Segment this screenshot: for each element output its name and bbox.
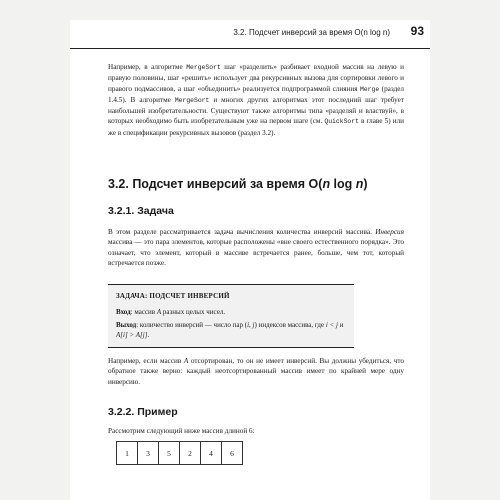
book-page (70, 20, 430, 500)
intro-paragraph: Например, в алгоритме MergeSort шаг «разделить» разбивает входной массив на левую и правую половины, шаг «решить» использует два рекурсивных вызова для сортировки левого и правого подмассивов, а шаг «объединить» реализуется подпрограммой слияния Merge (раздел 1.4.5). В алгоритме MergeSort и многих других алгоритмах этот последний шаг требует наибольшей изобретательности. Существуют также алгоритмы типа «разделяй и властвуй», в которых необходимо быть изобретательным уже на первом шаге (см. QuickSort в главе 5) или же в спецификации рекурсивных вызовов (раздел 3.2). (108, 63, 405, 137)
array-cell: 1 (117, 442, 138, 464)
array-cell: 4 (201, 442, 222, 464)
running-head-title: 3.2. Подсчет инверсий за время O(n log n) (233, 28, 390, 37)
subsection-heading-problem: 3.2.1. Задача (108, 205, 174, 217)
problem-box (108, 284, 354, 348)
array-intro: Рассмотрим следующий ниже массив длиной 6: (108, 427, 255, 435)
code-mergesort-2: MergeSort (174, 96, 210, 104)
code-quicksort: QuickSort (324, 118, 359, 126)
code-mergesort: MergeSort (186, 64, 221, 71)
code-merge: Merge (360, 85, 380, 93)
section-heading: 3.2. Подсчет инверсий за время O(n log n) (108, 177, 368, 191)
array-cell: 6 (230, 448, 234, 458)
subsection-heading-example: 3.2.2. Пример (108, 406, 178, 418)
example-paragraph: Например, если массив A отсортирован, то он не имеет инверсий. Вы должны убедиться, что обратное также верно: каждый неотсортированный массив имеет по крайней мере одну инверсию. (108, 357, 404, 386)
problem-input: Вход: массив A разных целых чисел. (116, 308, 226, 316)
problem-box-title: ЗАДАЧА: ПОДСЧЕТ ИНВЕРСИЙ (116, 292, 230, 300)
array-cell: 5 (159, 442, 180, 464)
problem-output: Выход: количество инверсий — число пар (i, j) индексов массива, где i < j и A[i] > A[j]. (116, 321, 344, 339)
page-number: 93 (410, 24, 424, 38)
array-cell: 2 (180, 442, 201, 464)
running-head (70, 22, 430, 49)
array-cell: 3 (138, 442, 159, 464)
array-table (116, 441, 243, 465)
problem-paragraph: В этом разделе рассматривается задача вычисления количества инверсий массива. Инверсия массива — это пара элементов, которые расположены «вне своего естественного порядка». Это означает, что элемент, который в массиве встречается ранее, больше, чем тот, который встречается позже. (108, 228, 404, 267)
